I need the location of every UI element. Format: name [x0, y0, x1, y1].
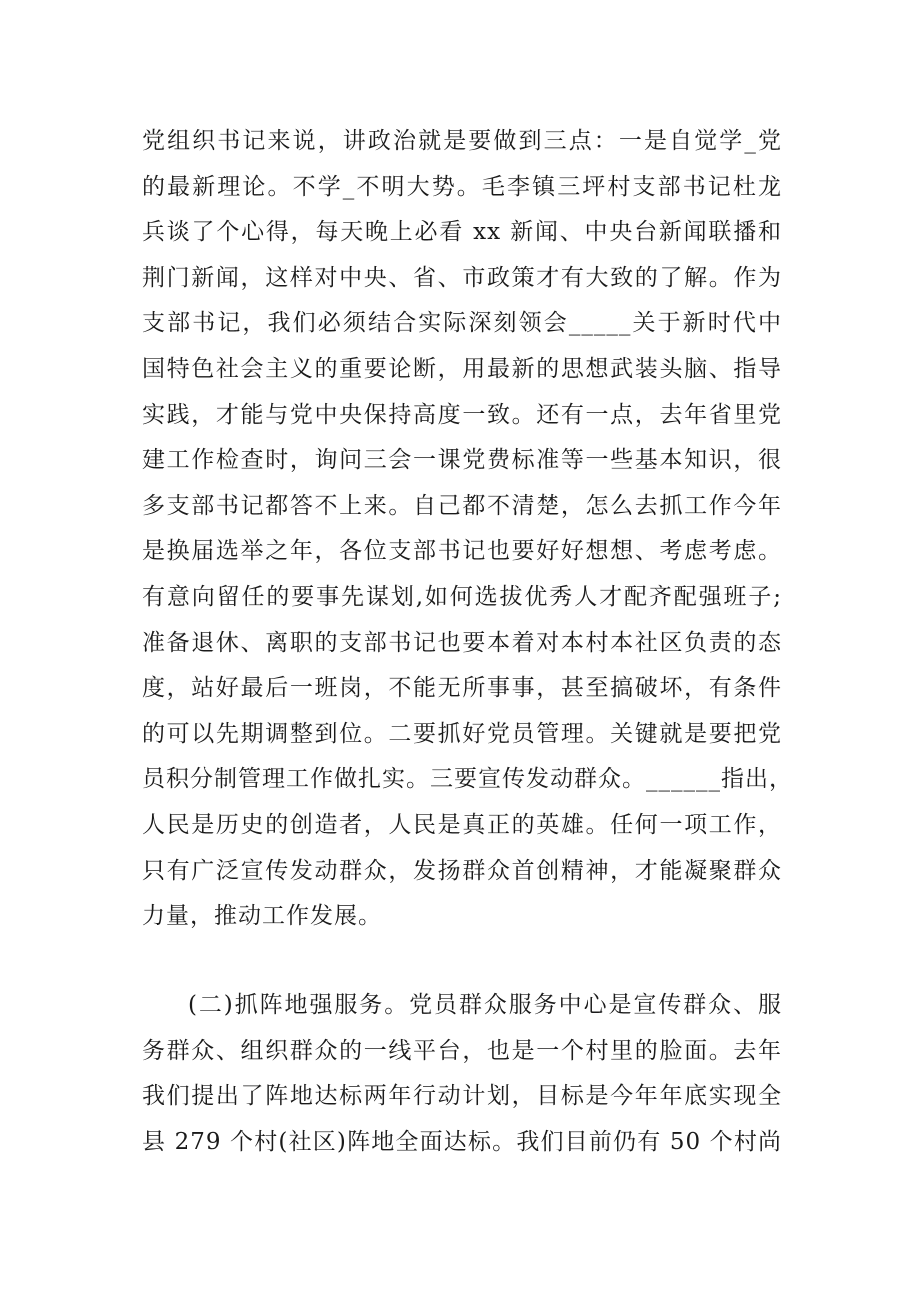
text-line: 是换届选举之年，各位支部书记也要好好想想、考虑考虑。	[142, 538, 782, 565]
text-line: 的最新理论。不学_不明大势。毛李镇三坪村支部书记杜龙	[142, 173, 782, 200]
text-line: 只有广泛宣传发动群众，发扬群众首创精神，才能凝聚群众	[142, 857, 782, 884]
text-line: 支部书记，我们必须结合实际深刻领会_____关于新时代中	[142, 310, 782, 337]
text-line: 实践，才能与党中央保持高度一致。还有一点，去年省里党	[142, 401, 782, 428]
text-line: 务群众、组织群众的一线平台，也是一个村里的脸面。去年	[142, 1037, 782, 1064]
text-line: 力量，推动工作发展。	[142, 903, 382, 930]
text-line: 度，站好最后一班岗，不能无所事事，甚至搞破坏，有条件	[142, 675, 782, 702]
text-line: 准备退休、离职的支部书记也要本着对本村本社区负责的态	[142, 629, 782, 656]
paragraph-2	[142, 983, 782, 1165]
text-line: 荆门新闻，这样对中央、省、市政策才有大致的了解。作为	[142, 264, 782, 291]
text-line: 我们提出了阵地达标两年行动计划，目标是今年年底实现全	[142, 1083, 782, 1110]
text-line: 员积分制管理工作做扎实。三要宣传发动群众。______指出，	[142, 766, 793, 793]
text-line: 多支部书记都答不上来。自己都不清楚，怎么去抓工作今年	[142, 492, 782, 519]
text-line: 兵谈了个心得，每天晚上必看 xx 新闻、中央台新闻联播和	[142, 219, 782, 246]
text-line: 建工作检查时，询问三会一课党费标准等一些基本知识，很	[142, 447, 782, 474]
text-line: 党组织书记来说，讲政治就是要做到三点：一是自觉学_党	[142, 128, 782, 154]
text-line: 县 279 个村(社区)阵地全面达标。我们目前仍有 50 个村尚	[142, 1128, 782, 1155]
text-line: 有意向留任的要事先谋划,如何选拔优秀人才配齐配强班子;	[142, 583, 782, 610]
text-line: 人民是历史的创造者，人民是真正的英雄。任何一项工作，	[142, 811, 782, 838]
paragraph-1	[142, 119, 793, 940]
text-line: (二)抓阵地强服务。党员群众服务中心是宣传群众、服	[188, 992, 782, 1018]
text-line: 的可以先期调整到位。二要抓好党员管理。关键就是要把党	[142, 720, 782, 747]
text-line: 国特色社会主义的重要论断，用最新的思想武装头脑、指导	[142, 355, 782, 382]
